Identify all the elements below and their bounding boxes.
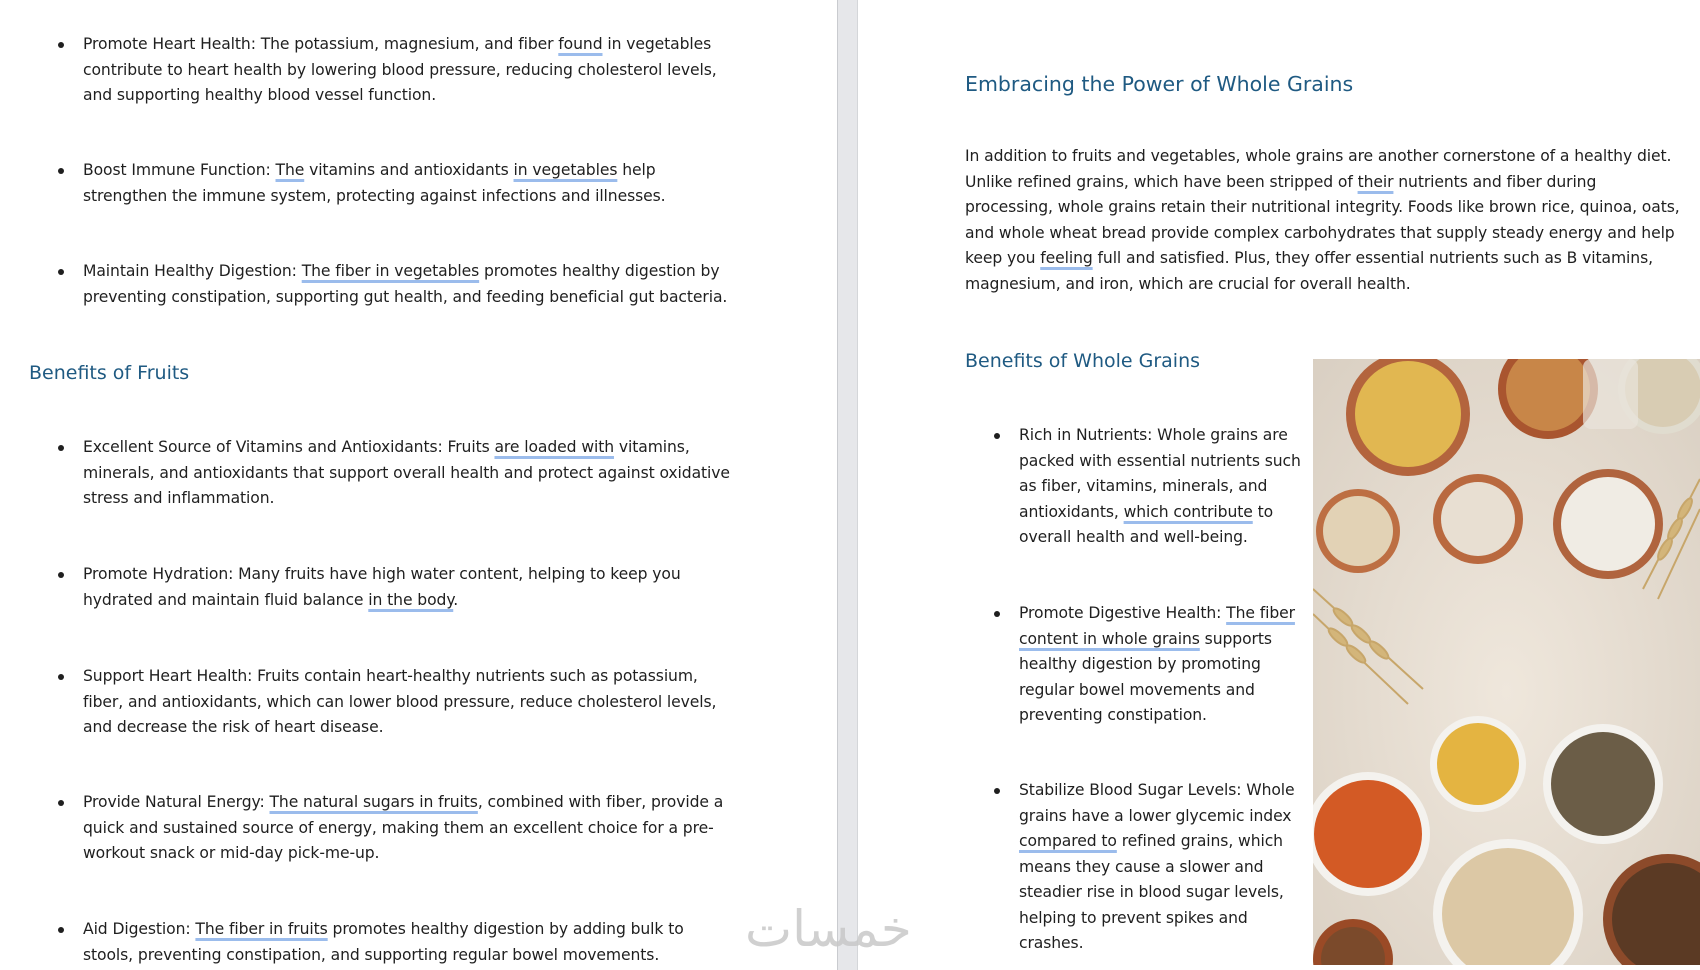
benefits-of-whole-grains-heading: Benefits of Whole Grains: [965, 350, 1201, 372]
grammar-suggestion[interactable]: which contribute: [1123, 502, 1253, 521]
grammar-suggestion[interactable]: The fiber content in whole grains: [1019, 604, 1295, 648]
watermark-logo: خمسات: [745, 900, 912, 958]
list-item[interactable]: Aid Digestion: The fiber in fruits promotes healthy digestion by adding bulk to stools, preventing constipation, and supporting regular bowel movements.: [83, 917, 731, 968]
grammar-suggestion[interactable]: in the body: [368, 590, 454, 609]
page-gutter: [837, 0, 858, 970]
list-item[interactable]: Promote Hydration: Many fruits have high water content, helping to keep you hydrated and maintain fluid balance in the body.: [83, 562, 731, 613]
list-item[interactable]: Promote Heart Health: The potassium, magnesium, and fiber found in vegetables contribute to heart health by lowering blood pressure, reducing cholesterol levels, and supporting healthy blood vessel function.: [83, 32, 731, 109]
list-item[interactable]: Promote Digestive Health: The fiber content in whole grains supports healthy digestion by promoting regular bowel movements and preventing constipation.: [1019, 601, 1305, 729]
grain-bowls-illustration: [1313, 359, 1700, 965]
grammar-suggestion[interactable]: feeling: [1040, 249, 1093, 267]
grammar-suggestion[interactable]: The natural sugars in fruits: [269, 793, 478, 811]
document-page-left: [0, 0, 837, 970]
grammar-suggestion[interactable]: their: [1357, 172, 1394, 191]
list-item[interactable]: Maintain Healthy Digestion: The fiber in vegetables promotes healthy digestion by preventing constipation, supporting gut health, and feeding beneficial gut bacteria.: [83, 259, 731, 310]
whole-grains-intro: In addition to fruits and vegetables, whole grains are another cornerstone of a healthy diet. Unlike refined grains, which have been stripped of their nutrients and fiber during processing, whole grains retain their nutritional integrity. Foods like brown rice, quinoa, oats, and whole wheat bread provide complex carbohydrates that supply steady energy and help keep you feeling full and satisfied. Plus, they offer essential nutrients such as B vitamins, magnesium, and iron, which are crucial for overall health.: [965, 147, 1680, 293]
grammar-suggestion[interactable]: compared to: [1019, 832, 1117, 850]
grammar-suggestion[interactable]: The fiber in fruits: [195, 920, 328, 938]
list-item[interactable]: Boost Immune Function: The vitamins and antioxidants in vegetables help strengthen the immune system, protecting against infections and illnesses.: [83, 158, 731, 209]
grammar-suggestion[interactable]: The: [275, 161, 305, 179]
list-item[interactable]: Support Heart Health: Fruits contain heart-healthy nutrients such as potassium, fiber, and antioxidants, which can lower blood pressure, reduce cholesterol levels, and decrease the risk of heart disease.: [83, 664, 731, 741]
whole-grains-photo[interactable]: [1313, 359, 1700, 965]
grammar-suggestion[interactable]: in vegetables: [513, 161, 618, 179]
list-item[interactable]: Excellent Source of Vitamins and Antioxidants: Fruits are loaded with vitamins, minerals, and antioxidants that support overall health and protect against oxidative stress and inflammation.: [83, 435, 731, 512]
grammar-suggestion[interactable]: found: [558, 35, 603, 53]
list-item[interactable]: Stabilize Blood Sugar Levels: Whole grains have a lower glycemic index compared to refined grains, which means they cause a slower and steadier rise in blood sugar levels, helping to prevent spikes and crashes.: [1019, 778, 1305, 957]
whole-grains-title: Embracing the Power of Whole Grains: [965, 72, 1354, 96]
list-item[interactable]: Rich in Nutrients: Whole grains are packed with essential nutrients such as fiber, vitamins, minerals, and antioxidants, which contribute to overall health and well-being.: [1019, 423, 1305, 551]
grammar-suggestion[interactable]: are loaded with: [494, 438, 615, 456]
grammar-suggestion[interactable]: The fiber in vegetables: [301, 262, 480, 280]
list-item[interactable]: Provide Natural Energy: The natural sugars in fruits, combined with fiber, provide a quick and sustained source of energy, making them an excellent choice for a pre-workout snack or mid-day pick-me-up.: [83, 790, 731, 867]
benefits-of-fruits-heading: Benefits of Fruits: [29, 362, 190, 384]
